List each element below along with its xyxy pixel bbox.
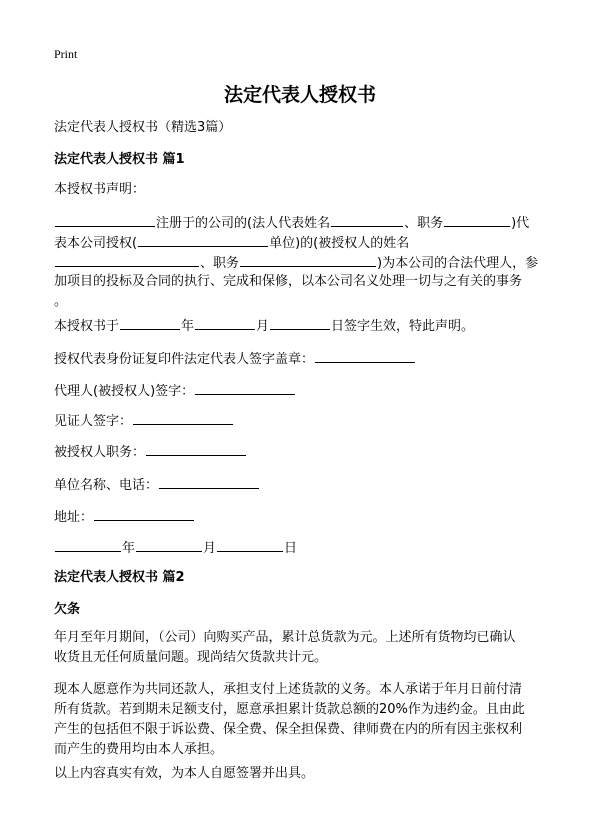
section2-heading: 法定代表人授权书 篇2 (54, 570, 185, 585)
blank-month[interactable] (195, 315, 255, 330)
agent-signature-line: 代理人(被授权人)签字： (54, 380, 296, 402)
blank-unit[interactable] (138, 232, 268, 247)
iou-para3: 以上内容真实有效，为本人自愿签署并出具。 (54, 766, 315, 781)
blank-witness-signature[interactable] (133, 410, 233, 425)
iou-para2-line2: 所有货款。若到期未足额支付，愿意承担累计货款总额的20%作为违约金。且由此 (54, 702, 525, 717)
blank-agent-signature[interactable] (195, 380, 295, 395)
auth-para-line4: 。 (54, 294, 68, 309)
document-subtitle: 法定代表人授权书（精选3篇） (54, 120, 232, 135)
final-date-line: 年 月 日 (54, 537, 297, 559)
blank-address[interactable] (94, 506, 194, 521)
blank-legal-rep-signature[interactable] (315, 348, 415, 363)
witness-signature-line: 见证人签字： (54, 410, 234, 432)
blank-authorized-title[interactable] (240, 252, 376, 267)
blank-day[interactable] (270, 315, 330, 330)
blank-authorized-position[interactable] (146, 441, 246, 456)
iou-para2-line4: 而产生的费用均由本人承担。 (54, 742, 224, 757)
unit-phone-line: 单位名称、电话： (54, 474, 260, 496)
address-line: 地址： (54, 506, 195, 528)
section1-heading: 法定代表人授权书 篇1 (54, 152, 185, 167)
blank-final-year[interactable] (55, 537, 121, 552)
blank-unit-phone[interactable] (159, 474, 259, 489)
iou-para2-line3: 产生的包括但不限于诉讼费、保全费、保全担保费、律师费在内的所有因主张权利 (54, 722, 523, 737)
iou-para1-line2: 收货且无任何质量问题。现尚结欠货款共计元。 (54, 650, 328, 665)
auth-para-line2b: 、职务 )为本公司的合法代理人，参 (54, 252, 538, 274)
blank-authorized-name[interactable] (55, 252, 199, 267)
section2-subheading: 欠条 (54, 602, 81, 617)
auth-para-line2: 表本公司授权( 单位)的(被授权人的姓名 (54, 232, 409, 254)
blank-final-month[interactable] (136, 537, 202, 552)
authorized-title-line: 被授权人职务： (54, 441, 247, 463)
blank-final-day[interactable] (217, 537, 283, 552)
auth-para-line3: 加项目的投标及合同的执行、完成和保修，以本公司名义处理一切与之有关的事务 (54, 274, 523, 289)
blank-legal-rep-title[interactable] (444, 212, 510, 227)
id-copy-signature-line: 授权代表身份证复印件法定代表人签字盖章： (54, 348, 416, 370)
effective-date-line: 本授权书于 年 月 日签字生效，特此声明。 (54, 315, 474, 337)
iou-para1-line1: 年月至年月期间，（公司）向购买产品，累计总货款为元。上述所有货物均已确认 (54, 630, 516, 645)
blank-company[interactable] (55, 212, 155, 227)
print-label: Print (54, 47, 78, 61)
blank-legal-rep-name[interactable] (331, 212, 403, 227)
document-title: 法定代表人授权书 (223, 84, 376, 106)
blank-year[interactable] (120, 315, 180, 330)
statement-label: 本授权书声明： (54, 182, 146, 197)
auth-para-line1: 注册于的公司的(法人代表姓名 、职务 )代 (54, 212, 529, 234)
iou-para2-line1: 现本人愿意作为共同还款人，承担支付上述货款的义务。本人承诺于年月日前付清 (54, 682, 523, 697)
